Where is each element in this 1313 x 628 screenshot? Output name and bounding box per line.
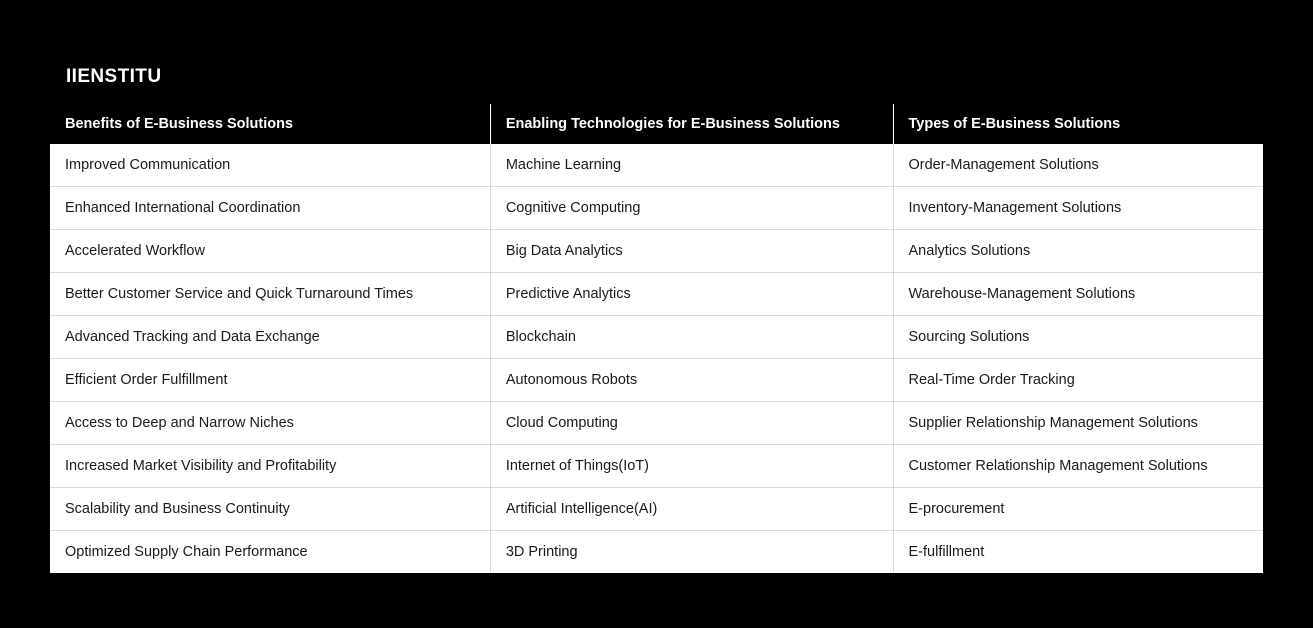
cell-technology: Cognitive Computing xyxy=(490,187,893,230)
cell-technology: Machine Learning xyxy=(490,144,893,187)
cell-technology: Artificial Intelligence(AI) xyxy=(490,488,893,531)
cell-benefit: Better Customer Service and Quick Turnaround Times xyxy=(50,273,490,316)
cell-technology: Big Data Analytics xyxy=(490,230,893,273)
table-row xyxy=(50,488,1263,531)
cell-benefit: Advanced Tracking and Data Exchange xyxy=(50,316,490,359)
cell-benefit: Scalability and Business Continuity xyxy=(50,488,490,531)
cell-benefit: Efficient Order Fulfillment xyxy=(50,359,490,402)
cell-technology: Predictive Analytics xyxy=(490,273,893,316)
cell-technology: Blockchain xyxy=(490,316,893,359)
table-card xyxy=(50,50,1263,573)
table-row xyxy=(50,445,1263,488)
cell-technology: Autonomous Robots xyxy=(490,359,893,402)
cell-benefit: Access to Deep and Narrow Niches xyxy=(50,402,490,445)
cell-type: Real-Time Order Tracking xyxy=(893,359,1263,402)
table-row xyxy=(50,187,1263,230)
table-header xyxy=(50,104,1263,144)
cell-type: Sourcing Solutions xyxy=(893,316,1263,359)
table-row xyxy=(50,531,1263,574)
table-row xyxy=(50,273,1263,316)
cell-benefit: Enhanced International Coordination xyxy=(50,187,490,230)
cell-benefit: Accelerated Workflow xyxy=(50,230,490,273)
table-body xyxy=(50,144,1263,573)
brand-title: IIENSTITU xyxy=(66,66,162,87)
cell-type: Warehouse-Management Solutions xyxy=(893,273,1263,316)
table-row xyxy=(50,230,1263,273)
table-row xyxy=(50,402,1263,445)
table-header-row xyxy=(50,104,1263,144)
column-header-enabling-technologies: Enabling Technologies for E-Business Solutions xyxy=(490,104,893,144)
cell-type: Supplier Relationship Management Solutions xyxy=(893,402,1263,445)
table-row xyxy=(50,316,1263,359)
brand-bar xyxy=(50,50,1263,104)
cell-type: E-procurement xyxy=(893,488,1263,531)
cell-type: Order-Management Solutions xyxy=(893,144,1263,187)
cell-technology: Internet of Things(IoT) xyxy=(490,445,893,488)
cell-technology: 3D Printing xyxy=(490,531,893,574)
cell-benefit: Increased Market Visibility and Profitability xyxy=(50,445,490,488)
table-row xyxy=(50,144,1263,187)
cell-type: Customer Relationship Management Solutions xyxy=(893,445,1263,488)
cell-type: Inventory-Management Solutions xyxy=(893,187,1263,230)
cell-benefit: Optimized Supply Chain Performance xyxy=(50,531,490,574)
column-header-types: Types of E-Business Solutions xyxy=(893,104,1263,144)
table-row xyxy=(50,359,1263,402)
e-business-solutions-table xyxy=(50,104,1263,573)
cell-type: E-fulfillment xyxy=(893,531,1263,574)
cell-technology: Cloud Computing xyxy=(490,402,893,445)
column-header-benefits: Benefits of E-Business Solutions xyxy=(50,104,490,144)
cell-type: Analytics Solutions xyxy=(893,230,1263,273)
cell-benefit: Improved Communication xyxy=(50,144,490,187)
